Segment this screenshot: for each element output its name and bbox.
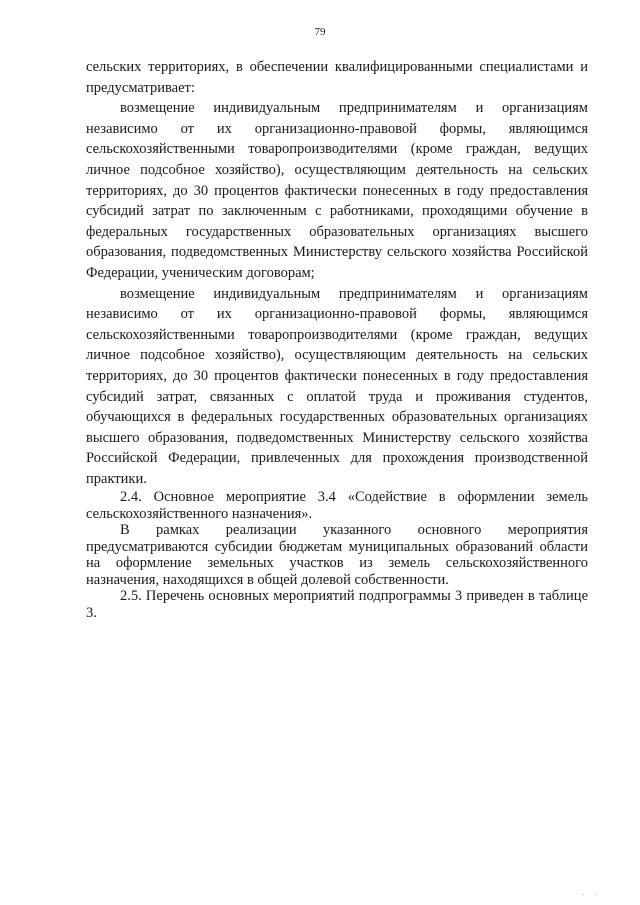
paragraph-apprenticeship-reimbursement: возмещение индивидуальным предпринимателям и организациям независимо от их организационно-правовой формы, являющимся сельскохозяйственными товаропроизводителями (кроме граждан, ведущих личное подсобное хозяйство), осуществляющим деятельность на сельских территориях, до 30 процентов фактически понесенных в году предоставления субсидий затрат по заключенным с работниками, проходящими обучение в федеральных государственных образовательных организациях высшего образования, подведомственных Министерству сельского хозяйства Российской Федерации, ученическим договорам;: [86, 100, 588, 281]
scan-corner-mark: . .: [582, 888, 600, 897]
paragraph-land-subsidies: В рамках реализации указанного основного мероприятия предусматриваются субсидии бюджетам муниципальных образований области на оформление земельных участков из земель сельскохозяйственного назначения, находящихся в общей долевой собственности.: [86, 522, 588, 588]
paragraph-section-2-4: 2.4. Основное мероприятие 3.4 «Содействие в оформлении земель сельскохозяйственного назначения».: [86, 489, 588, 522]
paragraph-section-2-5: 2.5. Перечень основных мероприятий подпрограммы 3 приведен в таблице 3.: [86, 588, 588, 621]
paragraph-intro-continuation: сельских территориях, в обеспечении квалифицированными специалистами и предусматривает:: [86, 59, 588, 96]
document-body: [86, 57, 588, 621]
paragraph-student-practice-reimbursement: возмещение индивидуальным предпринимателям и организациям независимо от их организационно-правовой формы, являющимся сельскохозяйственными товаропроизводителями (кроме граждан, ведущих личное подсобное хозяйство), осуществляющим деятельность на сельских территориях, до 30 процентов фактически понесенных в году предоставления субсидий затрат, связанных с оплатой труда и проживания студентов, обучающихся в федеральных государственных образовательных организациях высшего образования, подведомственных Министерству сельского хозяйства Российской Федерации, привлеченных для прохождения производственной практики.: [86, 285, 588, 487]
page-number: 79: [314, 26, 326, 38]
